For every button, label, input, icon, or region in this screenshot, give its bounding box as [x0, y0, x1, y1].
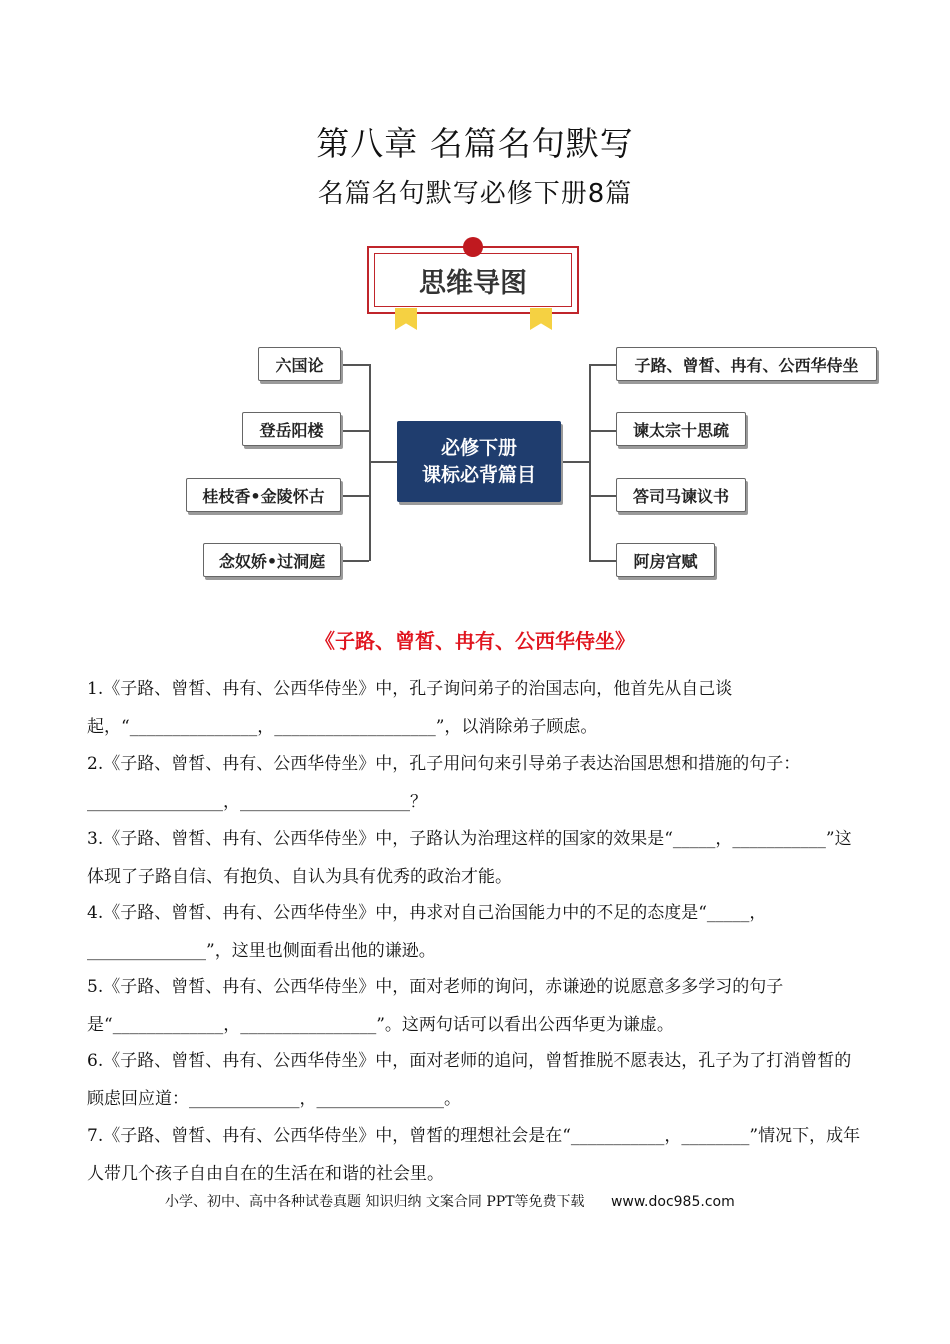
footer-link[interactable]: www.doc985.com — [610, 1194, 735, 1210]
footer-text: 小学、初中、高中各种试卷真题 知识归纳 文案合同 PPT等免费下载 — [165, 1194, 585, 1210]
question-item: 4.《子路、曾皙、冉有、公西华侍坐》中，冉求对自己治国能力中的不足的态度是“_____，______________”，这里也侧面看出他的谦逊。 — [87, 903, 767, 961]
question-item: 5.《子路、曾皙、冉有、公西华侍坐》中，面对老师的询问，赤谦逊的说愿意多多学习的句子是“_____________，________________”。这两句话可以看出公西华更为谦虚。 — [87, 977, 784, 1035]
question-item: 1.《子路、曾皙、冉有、公西华侍坐》中，孔子询问弟子的治国志向，他首先从自己谈起，“_______________，___________________”，以消除弟子顾虑。 — [87, 679, 733, 737]
mind-map-node: 桂枝香•金陵怀古 — [186, 478, 341, 512]
section-title: 《子路、曾皙、冉有、公西华侍坐》 — [315, 629, 635, 653]
center-line-1: 必修下册 — [440, 436, 517, 459]
connector — [341, 560, 369, 562]
ribbon-right-icon — [530, 308, 552, 330]
page-title: 第八章 名篇名句默写 — [316, 124, 634, 163]
question-item: 6.《子路、曾皙、冉有、公西华侍坐》中，面对老师的追问，曾皙推脱不愿表达，孔子为了打消曾皙的顾虑回应道：_____________，_______________。 — [87, 1051, 852, 1109]
pin-icon — [463, 237, 483, 257]
connector — [341, 430, 369, 432]
connector — [561, 461, 589, 463]
mind-map-node: 阿房宫赋 — [616, 543, 715, 577]
footer — [165, 1191, 735, 1211]
mind-map-node: 登岳阳楼 — [242, 412, 341, 446]
question-item: 2.《子路、曾皙、冉有、公西华侍坐》中，孔子用问句来引导弟子表达治国思想和措施的句子：________________，____________________？ — [87, 754, 801, 812]
connector — [589, 364, 591, 561]
question-item: 7.《子路、曾皙、冉有、公西华侍坐》中，曾皙的理想社会是在“___________，________”情况下，成年人带几个孩子自由自在的生活在和谐的社会里。 — [87, 1126, 861, 1184]
mind-map-center — [397, 421, 561, 502]
ribbon-left-icon — [395, 308, 417, 330]
mind-map-node: 谏太宗十思疏 — [616, 412, 746, 446]
mind-map-node: 答司马谏议书 — [616, 478, 746, 512]
connector — [341, 364, 369, 366]
mind-map-node: 六国论 — [258, 347, 341, 381]
connector — [369, 461, 397, 463]
center-line-2: 课标必背篇目 — [421, 463, 536, 486]
connector — [589, 495, 616, 497]
connector — [589, 430, 616, 432]
banner-title: 思维导图 — [374, 253, 572, 307]
mind-map-node: 子路、曾皙、冉有、公西华侍坐 — [616, 347, 877, 381]
connector — [369, 364, 371, 561]
connector — [341, 495, 369, 497]
page-subtitle: 名篇名句默写必修下册8篇 — [317, 179, 633, 209]
question-item: 3.《子路、曾皙、冉有、公西华侍坐》中，子路认为治理这样的国家的效果是“_____，___________”这体现了子路自信、有抱负、自认为具有优秀的政治才能。 — [87, 829, 852, 887]
connector — [589, 364, 616, 366]
mind-map-node: 念奴娇•过洞庭 — [203, 543, 341, 577]
connector — [589, 560, 616, 562]
